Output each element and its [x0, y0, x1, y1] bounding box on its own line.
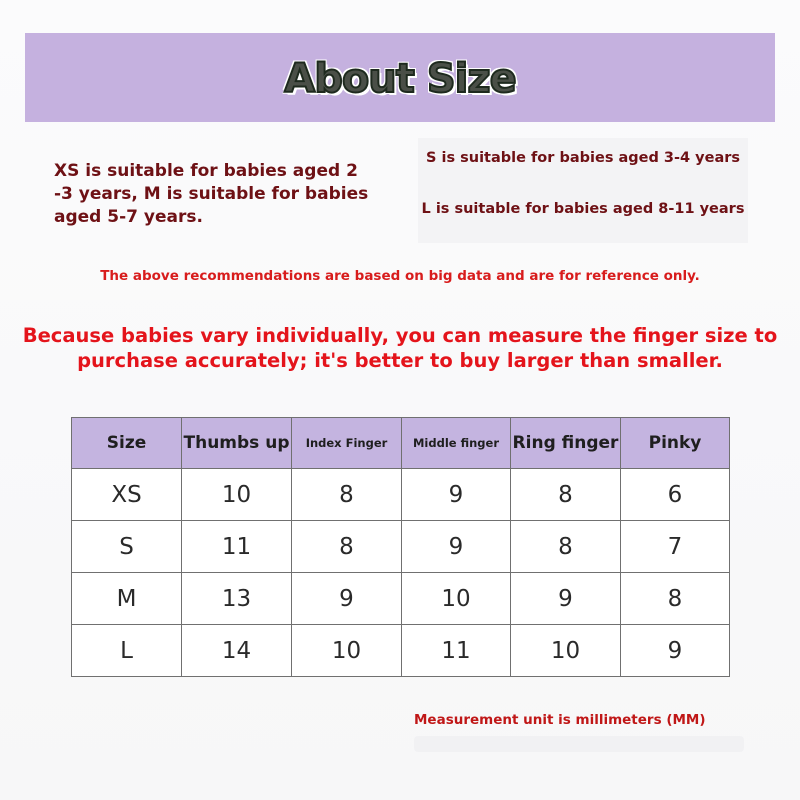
- cell-ring: 8: [511, 521, 621, 573]
- cell-index: 9: [292, 573, 402, 625]
- cell-pinky: 9: [621, 625, 730, 677]
- cell-middle: 9: [402, 521, 511, 573]
- cell-size: XS: [72, 469, 182, 521]
- cell-middle: 9: [402, 469, 511, 521]
- cell-size: S: [72, 521, 182, 573]
- size-note-l: L is suitable for babies aged 8-11 years: [421, 201, 745, 217]
- cell-pinky: 7: [621, 521, 730, 573]
- cell-size: L: [72, 625, 182, 677]
- size-note-s: S is suitable for babies aged 3-4 years: [425, 150, 741, 166]
- cell-ring: 8: [511, 469, 621, 521]
- disclaimer-text: The above recommendations are based on big data and are for reference only.: [100, 268, 700, 284]
- header-index: Index Finger: [292, 418, 402, 469]
- cell-size: M: [72, 573, 182, 625]
- cell-index: 8: [292, 521, 402, 573]
- size-table: [71, 417, 730, 677]
- cell-middle: 10: [402, 573, 511, 625]
- measurement-advice: Because babies vary individually, you can measure the finger size to purchase accurately; it's better to buy larger than smaller.: [22, 324, 778, 372]
- cell-ring: 10: [511, 625, 621, 677]
- header-size: Size: [72, 418, 182, 469]
- cell-middle: 11: [402, 625, 511, 677]
- table-row: [72, 625, 730, 677]
- header-middle: Middle finger: [402, 418, 511, 469]
- table-row: [72, 469, 730, 521]
- header-thumb: Thumbs up: [182, 418, 292, 469]
- table-header-row: [72, 418, 730, 469]
- cell-thumb: 10: [182, 469, 292, 521]
- header-ring: Ring finger: [511, 418, 621, 469]
- cell-pinky: 6: [621, 469, 730, 521]
- table-row: [72, 573, 730, 625]
- header-pinky: Pinky: [621, 418, 730, 469]
- unit-note: Measurement unit is millimeters (MM): [414, 712, 706, 728]
- cell-index: 10: [292, 625, 402, 677]
- unit-note-reflection: [414, 736, 744, 752]
- table-row: [72, 521, 730, 573]
- cell-pinky: 8: [621, 573, 730, 625]
- cell-ring: 9: [511, 573, 621, 625]
- header-banner: [25, 33, 775, 122]
- cell-thumb: 14: [182, 625, 292, 677]
- cell-thumb: 13: [182, 573, 292, 625]
- size-note-xs-m: XS is suitable for babies aged 2 -3 years, M is suitable for babies aged 5-7 years.: [54, 161, 369, 227]
- page-title: About Size: [284, 55, 516, 102]
- cell-index: 8: [292, 469, 402, 521]
- cell-thumb: 11: [182, 521, 292, 573]
